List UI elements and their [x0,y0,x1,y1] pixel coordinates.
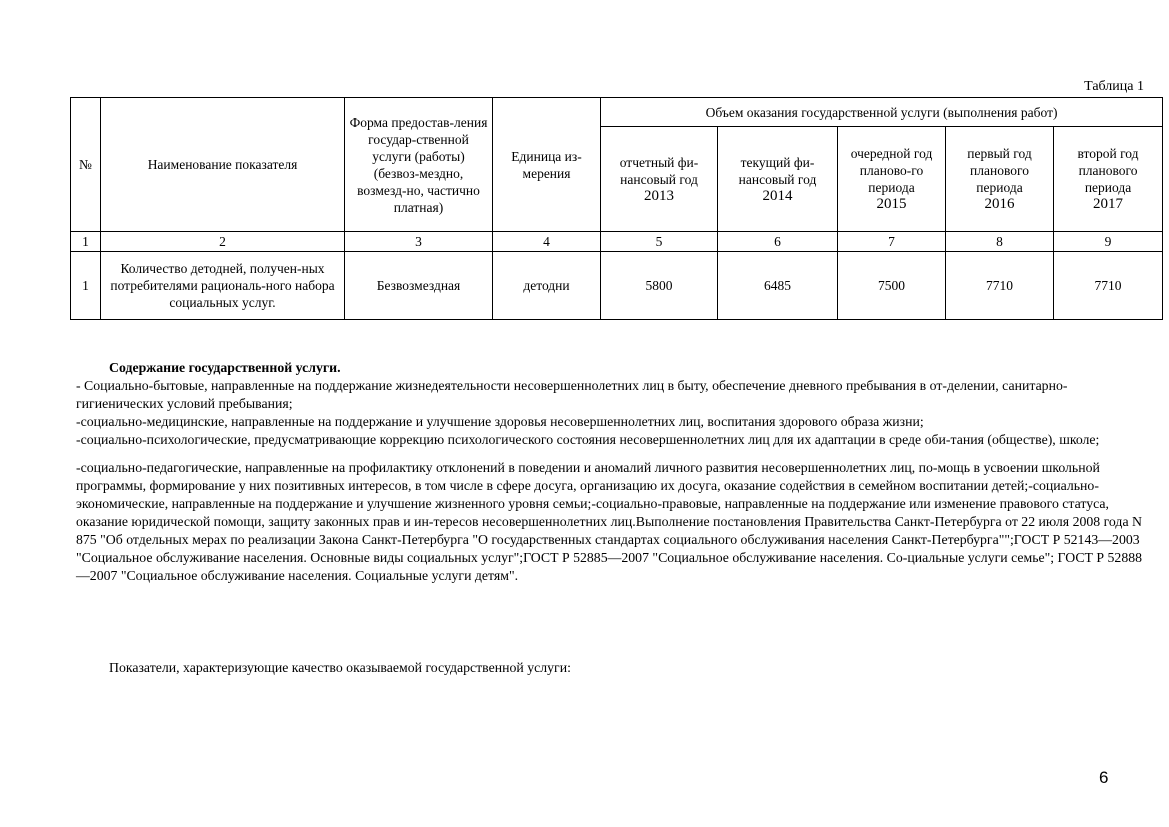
table-caption: Таблица 1 [1084,79,1144,94]
table-row [71,252,1163,320]
content-title: Содержание государственной услуги. [109,360,341,375]
service-content [76,359,1146,585]
header-volume: Объем оказания государственной услуги (выполнения работ) [601,98,1163,127]
column-number: 7 [838,232,946,252]
page-number: 6 [1099,768,1109,787]
row-value-2016: 7710 [946,252,1054,320]
header-year-2016: первый год планового периода 2016 [946,127,1054,232]
row-value-2017: 7710 [1054,252,1163,320]
header-year-2014: текущий фи-нансовый год 2014 [718,127,838,232]
content-paragraph: - Социально-бытовые, направленные на поддержание жизнедеятельности несовершеннолетних лиц в быту, обеспечение дневного пребывания в от-делении, санитарно-гигиенических условий пребывания; [76,378,1068,411]
quality-heading: Показатели, характеризующие качество оказываемой государственной услуги: [109,660,571,675]
header-name: Наименование показателя [101,98,345,232]
row-value-2014: 6485 [718,252,838,320]
row-unit: детодни [493,252,601,320]
column-number: 2 [101,232,345,252]
header-year-2015: очередной год планово-го периода 2015 [838,127,946,232]
column-number: 1 [71,232,101,252]
content-paragraph: -социально-педагогические, направленные на профилактику отклонений в поведении и аномалий личного развития несовершеннолетних лиц, по-мощь в усвоении школьной программы, формирование у них позитивных интересов, в том числе в сфере досуга, организацию их досуга, оказание содействия в семейном воспитании детей;-социально-экономические, направленные на поддержание и улучшение жизненного уровня семьи;-социально-правовые, направленные на поддержание или изменение правового статуса, оказание юридической помощи, защиту законных прав и ин-тересов несовершеннолетних лиц.Выполнение постановления Правительства Санкт-Петербурга от 22 июля 2008 года N 875 "Об отдельных мерах по реализации Закона Санкт-Петербурга "О государственных стандартах социального обслуживания населения Санкт-Петербурга"";ГОСТ Р 52143—2003 "Социальное обслуживание населения. Основные виды социальных услуг";ГОСТ Р 52885—2007 "Социальное обслуживание населения. Со-циальные услуги семье"; ГОСТ Р 52888—2007 "Социальное обслуживание населения. Социальные услуги детям". [76,460,1143,583]
header-unit: Единица из-мерения [493,98,601,232]
service-volume-table [70,97,1163,320]
row-value-2015: 7500 [838,252,946,320]
column-number-row [71,232,1163,252]
column-number: 4 [493,232,601,252]
header-form: Форма предостав-ления государ-ственной услуги (работы) (безвоз-мездно, возмезд-но, частично платная) [345,98,493,232]
header-num: № [71,98,101,232]
row-name: Количество детодней, получен-ных потребителями рациональ-ного набора социальных услуг. [101,252,345,320]
row-value-2013: 5800 [601,252,718,320]
column-number: 5 [601,232,718,252]
column-number: 8 [946,232,1054,252]
content-paragraph: -социально-психологические, предусматривающие коррекцию психологического состояния несовершеннолетних лиц для их адаптации в среде оби-тания (обществе), школе; [76,432,1100,447]
header-year-2013: отчетный фи-нансовый год 2013 [601,127,718,232]
column-number: 3 [345,232,493,252]
column-number: 9 [1054,232,1163,252]
column-number: 6 [718,232,838,252]
header-year-2017: второй год планового периода 2017 [1054,127,1163,232]
content-paragraph: -социально-медицинские, направленные на поддержание и улучшение здоровья несовершеннолетних лиц, воспитания здорового образа жизни; [76,414,924,429]
row-num: 1 [71,252,101,320]
row-form: Безвозмездная [345,252,493,320]
